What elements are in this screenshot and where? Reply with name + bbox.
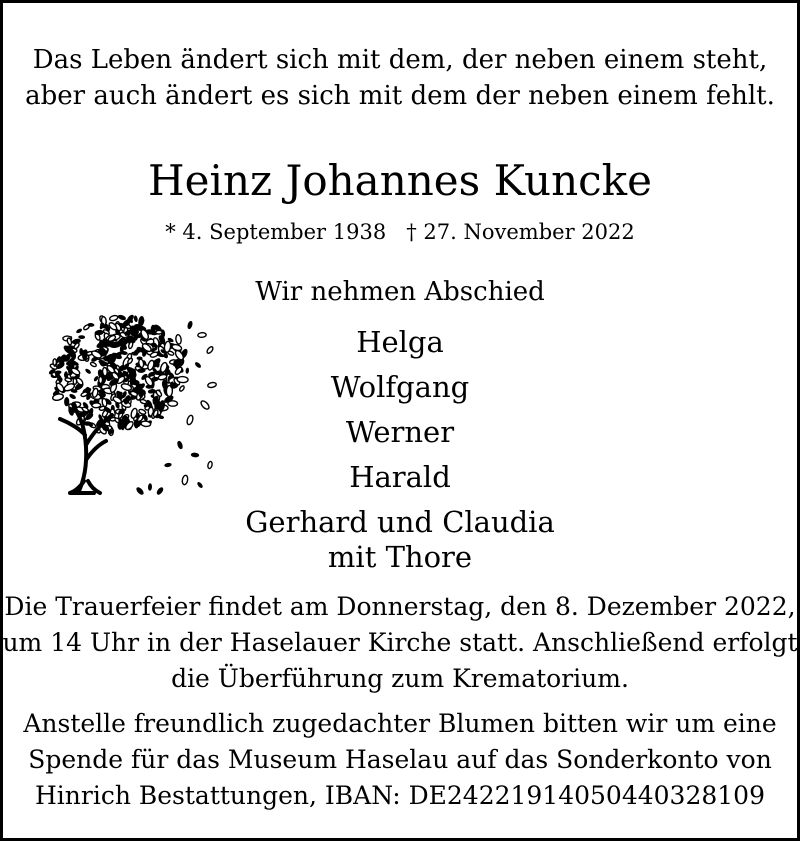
- leaf: [187, 320, 194, 329]
- leaf: [176, 440, 184, 450]
- tree-canopy: [48, 314, 189, 436]
- leaf: [179, 385, 185, 392]
- leaf: [155, 486, 164, 496]
- leaf: [90, 362, 97, 368]
- family-member: Wolfgang: [330, 370, 470, 404]
- family-member: Helga: [356, 325, 444, 359]
- leaf: [117, 314, 127, 321]
- service-line-3: die Überführung zum Krematorium.: [171, 664, 629, 693]
- leaf: [198, 332, 207, 337]
- leaf: [70, 367, 80, 376]
- leaf: [194, 361, 202, 369]
- leaf: [75, 328, 82, 334]
- leaf: [191, 452, 200, 457]
- leaf: [135, 486, 145, 496]
- family-member: Gerhard und Claudia: [245, 505, 555, 539]
- deceased-name: Heinz Johannes Kuncke: [148, 156, 652, 205]
- service-line-2: um 14 Uhr in der Haselauer Kirche statt. Anschließend erfolgt: [2, 628, 798, 657]
- leaf: [207, 461, 213, 469]
- leaf: [53, 359, 57, 365]
- leaf: [200, 400, 211, 411]
- leaf: [175, 334, 181, 344]
- family-member: Harald: [349, 460, 451, 494]
- family-member: Werner: [345, 415, 455, 449]
- leaf: [73, 378, 77, 384]
- family-member: mit Thore: [327, 540, 473, 574]
- leaf: [177, 376, 188, 382]
- leaf: [65, 377, 72, 382]
- leaf: [84, 368, 91, 375]
- leaf: [78, 335, 85, 339]
- tree-with-falling-leaves-icon: [40, 295, 220, 505]
- leaf: [109, 315, 118, 322]
- motto-line-2: aber auch ändert es sich mit dem der neben einem fehlt.: [25, 81, 775, 111]
- leaf: [141, 421, 151, 427]
- leaf: [182, 475, 189, 485]
- leaf: [185, 367, 189, 374]
- farewell-line: Wir nehmen Abschied: [255, 277, 545, 307]
- donation-line-1: Anstelle freundlich zugedachter Blumen bitten wir um eine: [23, 709, 777, 738]
- leaf: [186, 415, 194, 426]
- leaf: [168, 401, 178, 407]
- leaf: [99, 377, 103, 384]
- leaf: [206, 346, 214, 355]
- leaf: [68, 393, 76, 400]
- service-line-1: Die Trauerfeier findet am Donnerstag, den 8. Dezember 2022,: [4, 592, 796, 621]
- leaf: [164, 462, 172, 467]
- life-dates: * 4. September 1938 † 27. November 2022: [165, 220, 635, 244]
- leaf: [196, 481, 203, 489]
- leaf: [171, 343, 182, 351]
- leaf: [156, 330, 163, 334]
- leaf: [148, 483, 153, 491]
- leaf: [133, 315, 138, 322]
- motto-line-1: Das Leben ändert sich mit dem, der neben einem steht,: [32, 45, 768, 75]
- donation-line-2: Spende für das Museum Haselau auf das Sonderkonto von: [28, 745, 772, 774]
- donation-line-3: Hinrich Bestattungen, IBAN: DE24221914050440328109: [35, 781, 765, 810]
- leaf: [207, 382, 216, 388]
